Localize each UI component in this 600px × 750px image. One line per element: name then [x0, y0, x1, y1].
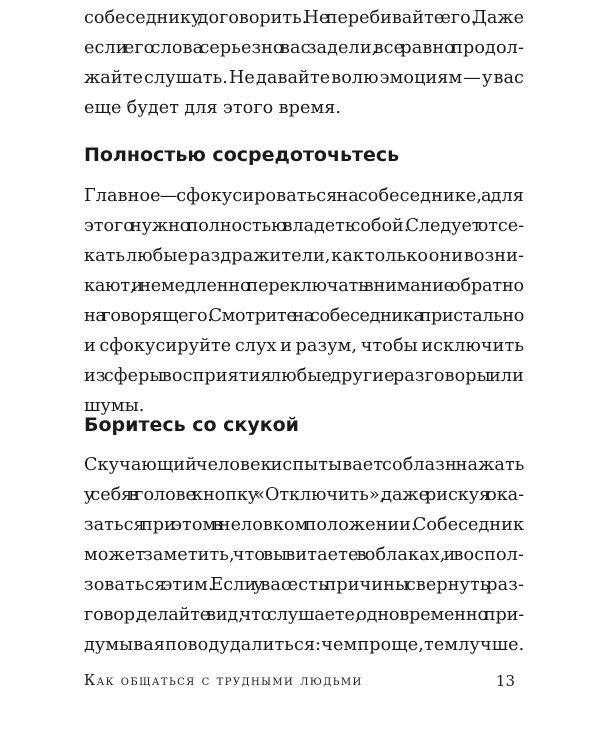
text-line: Скучающий человек испытывает соблазн нажать [84, 455, 525, 475]
section-heading-focus: Полностью сосредоточьтесь [84, 144, 400, 166]
text-line: говор, делайте вид, что слушаете, одновременно при- [84, 605, 524, 625]
text-line: шумы. [84, 396, 145, 416]
text-line: Главное — сфокусироваться на собеседнике, а для [84, 186, 524, 206]
text-line: может заметить, что вы витаете в облаках, и воспол- [84, 545, 524, 565]
paragraph-focus [84, 181, 524, 421]
text-line: этого нужно полностью владеть собой. Следует отсе- [84, 216, 524, 236]
text-line: зоваться этим. Если у вас есть причины свернуть раз- [84, 575, 524, 595]
text-line: если его слова серьезно вас задели, все равно продол- [84, 38, 524, 58]
text-line: из сферы восприятия любые другие разговоры или [84, 366, 524, 386]
section-heading-boredom: Боритесь со скукой [84, 414, 299, 436]
text-line: жайте слушать. Не давайте волю эмоциям — у вас [84, 68, 524, 88]
text-line: думывая повод удалиться: чем проще, тем лучше. [84, 635, 525, 655]
text-line: и сфокусируйте слух и разум, чтобы исключить [84, 336, 524, 356]
page-number: 13 [495, 672, 515, 690]
paragraph-boredom [84, 450, 524, 660]
text-line: собеседнику договорить. Не перебивайте его. Даже [84, 8, 524, 28]
text-line: заться при этом в неловком положении. Собеседник [84, 515, 524, 535]
text-line: на говорящего. Смотрите на собеседника пристально [84, 306, 524, 326]
text-line: еще будет для этого время. [84, 98, 342, 118]
paragraph-intro [84, 3, 524, 123]
text-line: кают, и немедленно переключать внимание обратно [84, 276, 524, 296]
text-line: кать любые раздражители, как только они возни- [84, 246, 524, 266]
running-footer-title: Как общаться с трудными людьми [84, 673, 363, 689]
text-line: у себя в голове кнопку «Отключить», даже рискуя ока- [84, 485, 524, 505]
